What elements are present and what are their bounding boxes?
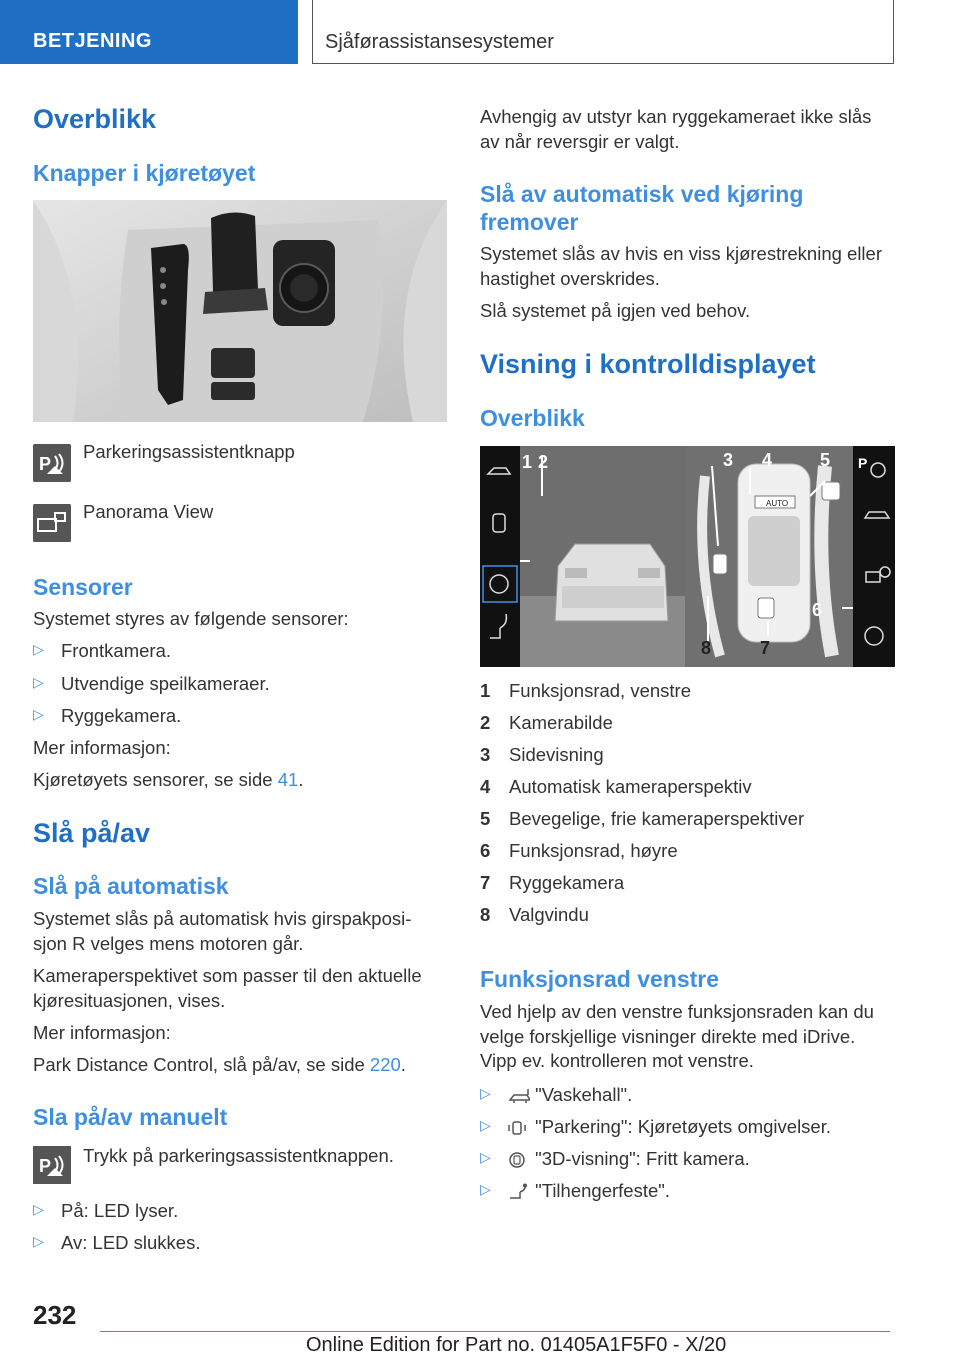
more-info-label: Mer informasjon: <box>33 737 171 758</box>
pdc-reference: Park Distance Control, slå på/av, se side 220. <box>33 1054 406 1075</box>
auto-off-paragraph: Systemet slås av hvis en viss kjørestrekning eller hastighet overskrides. <box>480 243 882 289</box>
onoff-heading: Slå på/av <box>33 818 151 848</box>
trailer-hitch-icon <box>508 1183 530 1201</box>
console-photo <box>33 200 447 422</box>
sensors-reference: Kjøretøyets sensorer, se side 41. <box>33 769 304 790</box>
parking-button-label: Parkeringsassistentknapp <box>83 441 295 462</box>
3d-view-icon <box>508 1151 530 1169</box>
screen-label-8: 8 <box>701 638 712 658</box>
bullet-icon: ▷ <box>480 1149 491 1165</box>
panorama-label: Panorama View <box>83 501 214 522</box>
auto-on-paragraph: Systemet slås på automatisk hvis girspakposi- sjon R velges mens motoren går. <box>33 908 412 954</box>
control-display-screenshot <box>480 446 895 667</box>
screen-label-2: 2 <box>538 452 549 472</box>
bullet-icon: ▷ <box>480 1181 491 1197</box>
auto-on-heading: Slå på automatisk <box>33 873 229 899</box>
page-number: 232 <box>33 1300 77 1330</box>
chapter-title: Sjåførassistansesystemer <box>325 31 554 53</box>
svg-text:P: P <box>39 454 52 474</box>
manual-heading: Sla på/av manuelt <box>33 1104 228 1130</box>
manual-text: Trykk på parkeringsassistentknappen. <box>83 1145 394 1166</box>
screen-label-7: 7 <box>760 638 771 658</box>
more-info-label: Mer informasjon: <box>33 1022 171 1043</box>
svg-text:P: P <box>858 455 868 471</box>
bullet-icon: ▷ <box>33 1201 44 1217</box>
buttons-heading: Knapper i kjøretøyet <box>33 160 256 186</box>
sensors-heading: Sensorer <box>33 574 133 600</box>
bullet-icon: ▷ <box>33 1233 44 1249</box>
display-heading: Visning i kontrolldisplayet <box>480 349 816 379</box>
page-title: Overblikk <box>33 104 157 134</box>
screen-label-3: 3 <box>723 450 734 470</box>
left-row-heading: Funksjonsrad venstre <box>480 966 720 992</box>
intro-paragraph: Avhengig av utstyr kan ryggekameraet ikke slås av når reversgir er valgt. <box>480 106 872 152</box>
sensors-intro: Systemet styres av følgende sensorer: <box>33 608 349 629</box>
screen-label-4: 4 <box>762 450 773 470</box>
page-link-220[interactable]: 220 <box>369 1054 401 1075</box>
left-row-paragraph: Ved hjelp av den venstre funksjonsraden kan du velge forskjellige visninger direkte med iDrive. Vipp ev. kontrolleren mot venstre. <box>480 1001 874 1071</box>
bullet-icon: ▷ <box>33 674 44 690</box>
car-wash-icon <box>508 1087 530 1105</box>
bullet-icon: ▷ <box>33 706 44 722</box>
edition-note: Online Edition for Part no. 01405A1F5F0 - X/20 <box>306 1334 727 1356</box>
auto-off-heading: Slå av automatisk ved kjøring fremover <box>480 181 804 235</box>
svg-text:P: P <box>39 1156 52 1176</box>
screen-label-6: 6 <box>812 600 823 620</box>
section-tab <box>0 0 298 64</box>
chapter-tab <box>312 0 894 64</box>
screen-label-5: 5 <box>820 450 831 470</box>
screen-label-1: 1 <box>522 452 533 472</box>
bullet-icon: ▷ <box>480 1117 491 1133</box>
parking-assistant-icon <box>33 1146 71 1184</box>
perspective-paragraph: Kameraperspektivet som passer til den aktuelle kjøresituasjonen, vises. <box>33 965 422 1011</box>
page-link-41[interactable]: 41 <box>277 769 299 790</box>
section-title: BETJENING <box>33 30 152 52</box>
parking-view-icon <box>508 1119 530 1137</box>
bullet-icon: ▷ <box>33 641 44 657</box>
panorama-view-icon <box>33 504 71 542</box>
parking-assistant-icon <box>33 444 71 482</box>
overview-heading: Overblikk <box>480 405 585 431</box>
footer-divider <box>100 1331 890 1332</box>
bullet-icon: ▷ <box>480 1085 491 1101</box>
svg-text:AUTO: AUTO <box>766 499 789 508</box>
auto-off-reenable: Slå systemet på igjen ved behov. <box>480 300 751 321</box>
